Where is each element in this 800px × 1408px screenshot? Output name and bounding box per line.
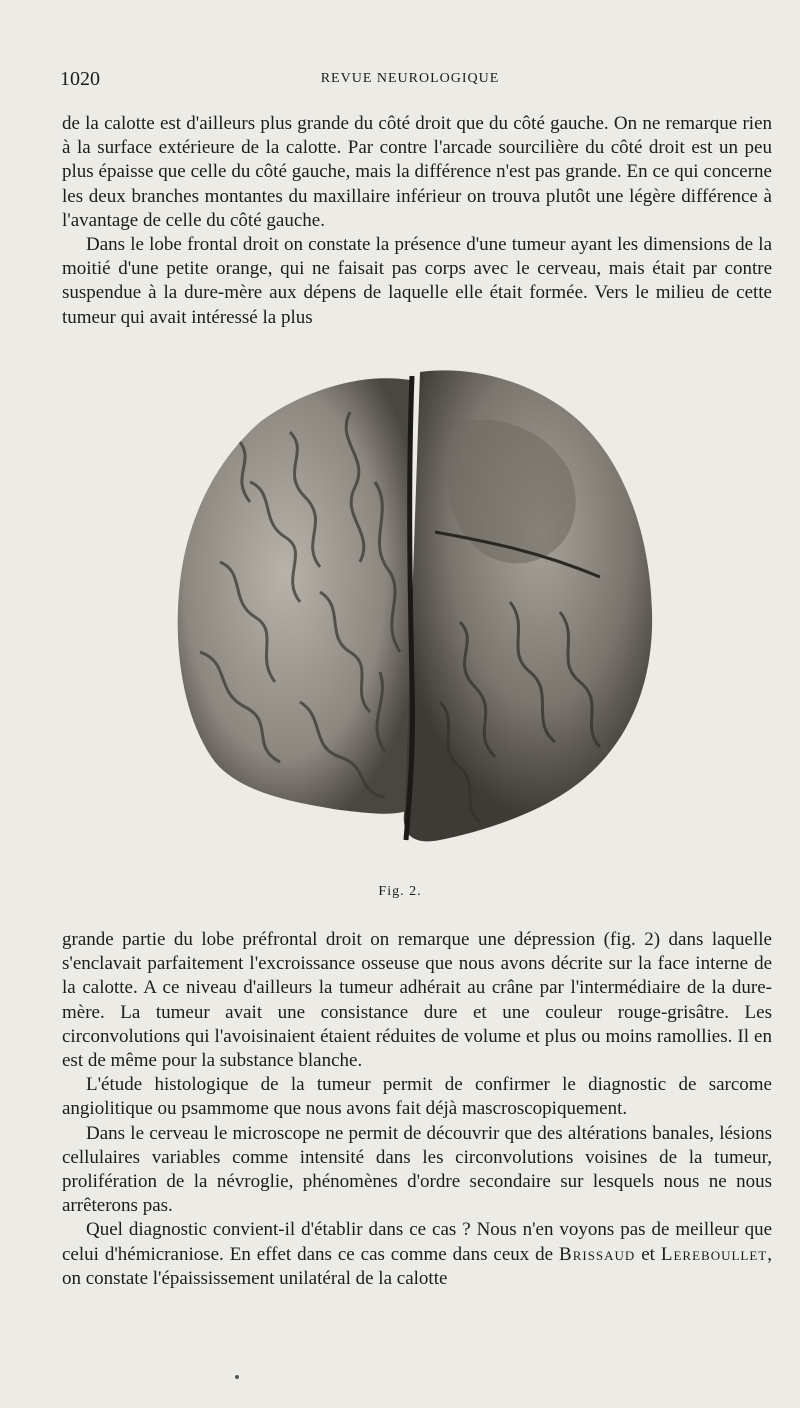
brain-photograph (160, 362, 680, 872)
author-name: Lereboullet (660, 1243, 768, 1265)
journal-title: REVUE NEUROLOGIQUE (320, 71, 500, 86)
paragraph: de la calotte est d'ailleurs plus grande du côté droit que du côté gauche. On ne remarque rien à la surface extérieure de la calotte. Par contre l'arcade sourcilière du côté droit est un peu plus épaisse que celle du côté gauche, mais la différence n'est pas grande. En ce qui concerne les deux branches montantes du maxillaire inférieur on trouva plutôt une légère différence à l'avantage de celle du côté gauche. (62, 113, 772, 231)
paragraph-text: et (635, 1243, 661, 1265)
bottom-text-block (62, 928, 772, 1291)
paragraph-text: Quel diagnostic convient-il d'établir dans ce cas ? Nous n'en voyons pas de meilleur que celui d'hémicraniose. En effet dans ce cas comme dans ceux de (62, 1219, 772, 1265)
page-number: 1020 (60, 68, 100, 90)
paragraph (62, 1218, 772, 1291)
paragraph: Dans le lobe frontal droit on constate la présence d'une tumeur ayant les dimensions de la moitié d'une petite orange, qui ne faisait pas corps avec le cerveau, mais était par contre suspendue à la dure-mère aux dépens de laquelle elle était formée. Vers le milieu de cette tumeur qui avait intéressé la plus (62, 234, 772, 328)
paragraph: grande partie du lobe préfrontal droit on remarque une dépression (fig. 2) dans laquelle s'enclavait parfaitement l'excroissance osseuse que nous avons décrite sur la face interne de la calotte. A ce niveau d'ailleurs la tumeur adhérait au crâne par l'intermédiaire de la dure-mère. La tumeur avait une consistance dure et une couleur rouge-grisâtre. Les circonvolutions qui l'avoisinaient étaient réduites de volume et plus ou moins ramollies. Il en est de même pour la substance blanche. (62, 929, 772, 1072)
paragraph: L'étude histologique de la tumeur permit de confirmer le diagnostic de sarcome angiolitique ou psammome que nous avons fait déjà mascroscopiquement. (62, 1074, 772, 1120)
author-name: Brissaud (559, 1243, 636, 1265)
paragraph: Dans le cerveau le microscope ne permit de découvrir que des altérations banales, lésions cellulaires variables comme intensité dans les circonvolutions voisines de la tumeur, prolifération de la névroglie, phénomènes d'ordre secondaire sur lesquels nous ne nous arrêterons pas. (62, 1122, 772, 1217)
paragraph-text: , on constate l'épaississement unilatéral de la calotte (62, 1243, 772, 1289)
top-text-block (62, 112, 772, 330)
figure-caption: Fig. 2. (378, 884, 422, 899)
print-speck (235, 1375, 239, 1379)
page-header (60, 68, 760, 92)
brain-figure (160, 362, 680, 872)
